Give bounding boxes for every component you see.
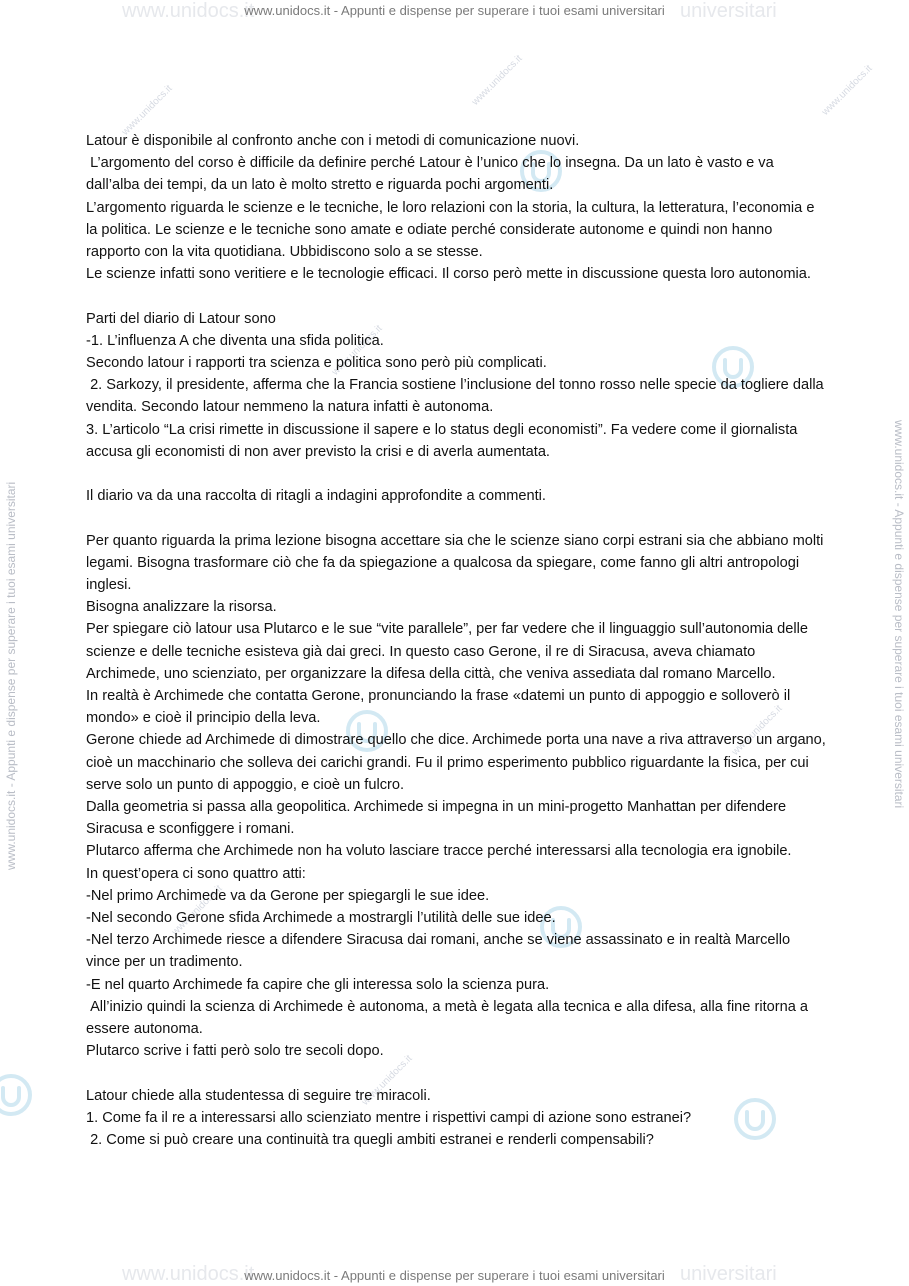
watermark-ghost-right: universitari xyxy=(680,0,777,22)
paragraph: Gerone chiede ad Archimede di dimostrare quello che dice. Archimede porta una nave a riva attraverso un argano, cioè un macchinario che solleva dei carichi grandi. Fu il primo esperimento pubblico riguardante la fisica, per cui serve solo un punto di appoggio, e cioè un fulcro. xyxy=(86,732,830,793)
watermark-diagonal: www.unidocs.it xyxy=(470,53,525,108)
document-body xyxy=(86,130,830,1151)
watermark-diagonal: www.unidocs.it xyxy=(330,323,385,378)
watermark-diagonal: www.unidocs.it xyxy=(120,83,175,138)
paragraph: Le scienze infatti sono veritiere e le tecnologie efficaci. Il corso però mette in discussione questa loro autonomia. xyxy=(86,266,811,283)
paragraph: In realtà è Archimede che contatta Gerone, pronunciando la frase «datemi un punto di appoggio e solloverò il mondo» e cioè il principio della leva. xyxy=(86,688,795,727)
paragraph: In quest’opera ci sono quattro atti: xyxy=(86,865,306,882)
paragraph: Plutarco afferma che Archimede non ha voluto lasciare tracce perché interessarsi alla tecnologia era ignobile. xyxy=(86,843,792,860)
blank-line xyxy=(86,507,826,529)
watermark-ghost-left-bottom: www.unidocs.it xyxy=(122,1263,255,1285)
list-item: -E nel quarto Archimede fa capire che gli interessa solo la scienza pura. xyxy=(86,976,550,993)
watermark-footer: www.unidocs.it - Appunti e dispense per superare i tuoi esami universitari xyxy=(244,1268,665,1283)
list-item: -Nel terzo Archimede riesce a difendere Siracusa dai romani, anche se viene assassinato e in realtà Marcello vince per un tradimento. xyxy=(86,932,795,971)
paragraph: L’argomento riguarda le scienze e le tecniche, le loro relazioni con la storia, la cultura, la letteratura, l’economia e la politica. Le scienze e le tecniche sono amate e odiate perché considerate autonome e quindi non hanno rapporto con la vita quotidiana. Ubbidiscono solo a se stesse. xyxy=(86,199,819,261)
paragraph: Bisogna analizzare la risorsa. xyxy=(86,599,277,616)
paragraph: 3. L’articolo “La crisi rimette in discussione il sapere e lo status degli economisti”. Fa vedere come il giornalista accusa gli economisti di non aver previsto la crisi e di averla aumentata. xyxy=(86,421,802,460)
list-item: -Nel secondo Gerone sfida Archimede a mostrargli l’utilità delle sue idee. xyxy=(86,910,556,927)
watermark-diagonal: www.unidocs.it xyxy=(730,703,785,758)
blank-line xyxy=(86,1062,826,1084)
watermark-ghost-right-bottom: universitari xyxy=(680,1263,777,1285)
paragraph: Latour chiede alla studentessa di seguire tre miracoli. xyxy=(86,1087,431,1104)
watermark-diagonal: www.unidocs.it xyxy=(360,1053,415,1108)
paragraph: Per quanto riguarda la prima lezione bisogna accettare sia che le scienze siano corpi estrani sia che abbiano molti legami. Bisogna trasformare ciò che fa da spiegazione a qualcosa da spiegare, come fanno gli altri antropologi inglesi. xyxy=(86,532,828,594)
paragraph: Latour è disponibile al confronto anche con i metodi di comunicazione nuovi. xyxy=(86,133,580,149)
paragraph: All’inizio quindi la scienza di Archimede è autonoma, a metà è legata alla tecnica e alla difesa, alla fine ritorna a essere autonoma. xyxy=(86,998,813,1038)
list-item: 2. Come si può creare una continuità tra quegli ambiti estranei e renderli compensabili? xyxy=(86,1132,654,1149)
paragraph: Parti del diario di Latour sono xyxy=(86,310,276,327)
paragraph: Dalla geometria si passa alla geopolitica. Archimede si impegna in un mini-progetto Manhattan per difendere Siracusa e sconfiggere i romani. xyxy=(86,799,791,838)
paragraph: Plutarco scrive i fatti però solo tre secoli dopo. xyxy=(86,1043,384,1060)
list-item: 1. Come fa il re a interessarsi allo scienziato mentre i rispettivi campi di azione sono estranei? xyxy=(86,1109,692,1126)
paragraph: -1. L’influenza A che diventa una sfida politica. xyxy=(86,332,384,349)
paragraph: L’argomento del corso è difficile da definire perché Latour è l’unico che lo insegna. Da un lato è vasto e va dall’alba dei tempi, da un lato è molto stretto e riguarda pochi argomenti. xyxy=(86,155,778,194)
unidocs-logo-icon xyxy=(0,1072,34,1118)
watermark-ghost-left: www.unidocs.it xyxy=(122,0,255,22)
watermark-diagonal: www.unidocs.it xyxy=(170,883,225,938)
watermark-side-left: www.unidocs.it - Appunti e dispense per superare i tuoi esami universitari xyxy=(4,481,18,870)
watermark-diagonal: www.unidocs.it xyxy=(820,63,875,118)
blank-line xyxy=(86,285,826,307)
paragraph: Secondo latour i rapporti tra scienza e politica sono però più complicati. xyxy=(86,355,547,372)
watermark-side-right: www.unidocs.it - Appunti e dispense per superare i tuoi esami universitari xyxy=(892,420,906,809)
paragraph: Per spiegare ciò latour usa Plutarco e le sue “vite parallele”, per far vedere che il linguaggio sull’autonomia delle scienze e delle tecniche esisteva già dai greci. In questo caso Gerone, il re di Siracusa, aveva chiamato Archimede, uno scienziato, per organizzare la difesa della città, che veniva assediata dal romano Marcello. xyxy=(86,621,813,682)
paragraph: Il diario va da una raccolta di ritagli a indagini approfondite a commenti. xyxy=(86,488,546,505)
list-item: -Nel primo Archimede va da Gerone per spiegargli le sue idee. xyxy=(86,887,490,904)
watermark-header: www.unidocs.it - Appunti e dispense per superare i tuoi esami universitari xyxy=(244,3,665,18)
blank-line xyxy=(86,463,826,485)
paragraph: 2. Sarkozy, il presidente, afferma che la Francia sostiene l’inclusione del tonno rosso nelle specie da togliere dalla vendita. Secondo latour nemmeno la natura infatti è autonoma. xyxy=(86,377,828,416)
